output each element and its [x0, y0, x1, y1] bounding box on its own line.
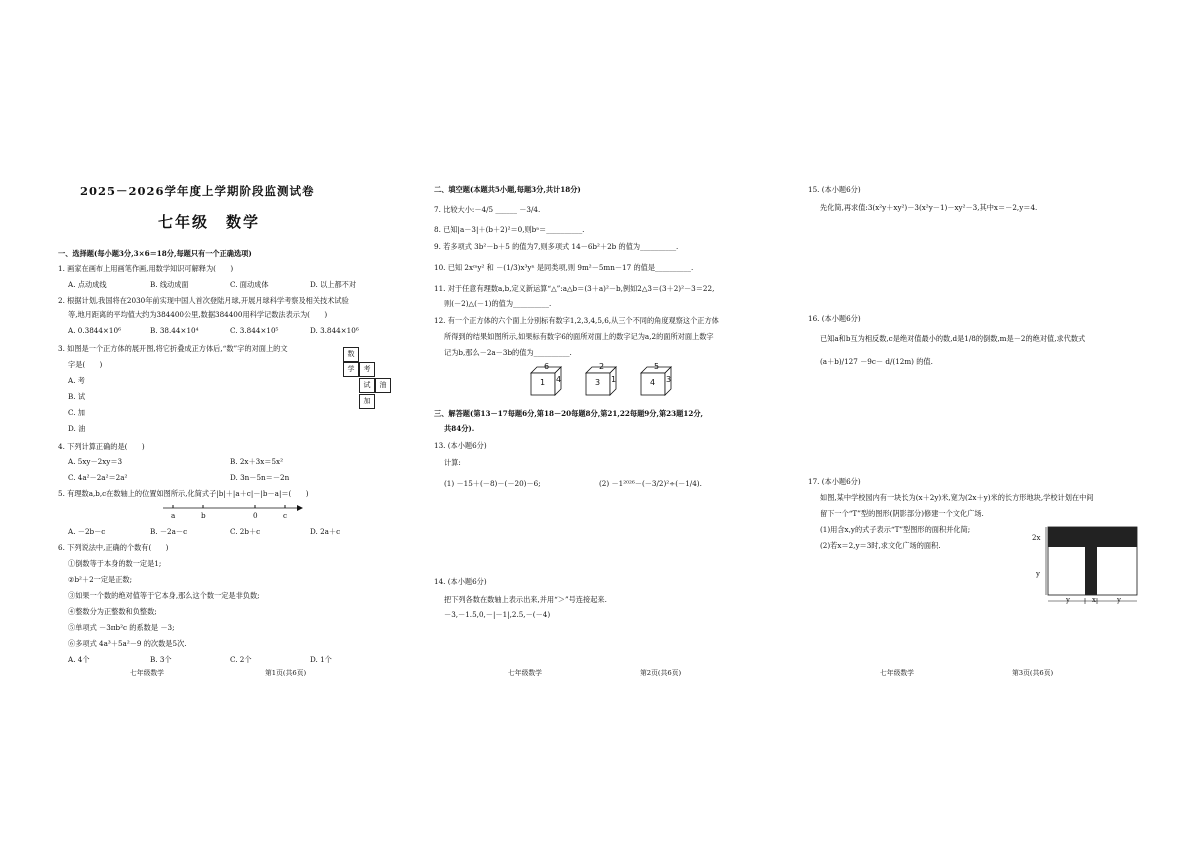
q14-line-1: 把下列各数在数轴上表示出来,并用“＞”号连接起来. [444, 595, 607, 604]
q16-line-2: (a＋b)/127 －9c－ d/(12m) 的值. [820, 357, 933, 366]
cube-side-number: 3 [666, 375, 672, 384]
footer-p1-right: 第1页(共6页) [265, 669, 307, 677]
q2-opt-b: B. 38.44×10⁴ [150, 326, 199, 335]
q6-item: ④整数分为正整数和负整数; [68, 607, 157, 616]
q5-opt-b: B. －2a－c [150, 527, 188, 536]
q14-line-2: －3,－1.5,0,－|－1|,2.5,－(－4) [444, 610, 551, 619]
exam-title: 2025－2026学年度上学期阶段监测试卷 [80, 184, 315, 198]
q12-line-1: 12. 有一个正方体的六个面上分别标有数字1,2,3,4,5,6,从三个不同的角度观察这个正方体 [434, 316, 719, 325]
fig-label-y-left: y [1036, 570, 1040, 578]
q12-line-2: 所得到的结果如图所示,如果标有数字6的面所对面上的数字记为a,2的面所对面上数字 [444, 332, 714, 341]
numline-label-0: 0 [253, 511, 258, 520]
cube-front-number: 1 [540, 378, 546, 387]
q13-title: 13. (本小题6分) [434, 441, 487, 450]
net-cell: 学 [343, 362, 359, 377]
net-cell: 加 [359, 394, 375, 409]
q14-title: 14. (本小题6分) [434, 577, 487, 586]
fig-label-x-bottom: x [1092, 596, 1096, 604]
net-cell: 试 [359, 378, 375, 393]
net-cell: 考 [359, 362, 375, 377]
q6-opt-a: A. 4个 [68, 655, 90, 664]
q16-line-1: 已知a和b互为相反数,c是绝对值最小的数,d是1/8的倒数,m是－2的绝对值,求代数式 [820, 334, 1086, 343]
q6-item: ①倒数等于本身的数一定是1; [68, 559, 162, 568]
q2-opt-d: D. 3.844×10⁶ [310, 326, 359, 335]
section3-heading-2: 共84分). [444, 424, 475, 433]
q5-opt-d: D. 2a＋c [310, 527, 341, 536]
q4-opt-d: D. 3n－5n＝－2n [230, 473, 290, 482]
q6-opt-d: D. 1个 [310, 655, 332, 664]
q3-opt-b: B. 试 [68, 392, 86, 401]
cube-top-number: 5 [654, 362, 660, 371]
q17-part-2: (2)若x＝2,y＝3时,求文化广场的面积. [820, 541, 941, 550]
q4-opt-b: B. 2x＋3x＝5x² [230, 457, 283, 466]
q17-title: 17. (本小题6分) [808, 477, 861, 486]
numline-label-c: c [283, 511, 288, 520]
footer-p2-left: 七年级数学 [508, 669, 542, 677]
q8: 8. 已知|a－3|＋(b＋2)²＝0,则bᵃ＝__________. [434, 225, 585, 234]
net-cell: 油 [375, 378, 391, 393]
cube-top-number: 2 [599, 362, 605, 371]
cube-front-number: 3 [595, 378, 601, 387]
cube-front-number: 4 [650, 378, 656, 387]
q3-stem-2: 字是( ) [68, 360, 103, 369]
q12-line-3: 记为b,那么－2a－3b的值为__________. [444, 348, 572, 357]
q2-stem-1: 2. 根据计划,我国将在2030年前实现中国人首次登陆月球,开展月球科学考察及相关技术试验 [58, 296, 349, 305]
q3-opt-a: A. 考 [68, 376, 85, 385]
net-cell: 数 [343, 347, 359, 362]
q16-title: 16. (本小题6分) [808, 314, 861, 323]
cube-top-number: 6 [544, 362, 550, 371]
q13-calc: 计算: [444, 458, 461, 467]
q4-opt-a: A. 5xy－2xy＝3 [68, 457, 123, 466]
q1-opt-b: B. 线动成面 [150, 280, 189, 289]
q1-stem: 1. 画家在画布上用画笔作画,用数学知识可解释为( ) [58, 264, 234, 273]
q17-line-2: 留下一个“T”型的图形(阴影部分)修建一个文化广场. [820, 509, 984, 518]
q15-title: 15. (本小题6分) [808, 185, 861, 194]
q2-opt-c: C. 3.844×10⁵ [230, 326, 279, 335]
q3-opt-d: D. 油 [68, 424, 86, 433]
q1-opt-d: D. 以上都不对 [310, 280, 357, 289]
cube-view-1 [529, 362, 563, 397]
q10: 10. 已知 2xᵐy² 和 －(1/3)x³yⁿ 是同类项,则 9m²－5mn－17 的值是__________. [434, 263, 694, 272]
q7: 7. 比较大小:－4/5 ______ －3/4. [434, 205, 541, 214]
q4-stem: 4. 下列计算正确的是( ) [58, 442, 145, 451]
section2-heading: 二、填空题(本题共5小题,每题3分,共计18分) [434, 185, 581, 194]
q6-stem: 6. 下列说法中,正确的个数有( ) [58, 543, 169, 552]
footer-p3-right: 第3页(共6页) [1012, 669, 1054, 677]
q11-line-2: 则(－2)△(－1)的值为__________. [444, 299, 552, 308]
q17-part-1: (1)用含x,y的式子表示“T”型图形的面积并化简; [820, 525, 971, 534]
cube-side-number: 1 [611, 375, 617, 384]
q17-line-1: 如图,某中学校园内有一块长为(x＋2y)米,宽为(2x＋y)米的长方形地块,学校计划在中间 [820, 493, 1094, 502]
q6-item: ②b²＋2一定是正数; [68, 575, 133, 584]
q13-part-2: (2) －1²⁰²⁶－(－3/2)²÷(－1/4). [599, 479, 702, 488]
q15-text: 先化简,再求值:3(x²y＋xy²)－3(x²y－1)－xy²－3,其中x＝－2,y＝4. [820, 203, 1038, 212]
q1-opt-a: A. 点动成线 [68, 280, 107, 289]
q9: 9. 若多项式 3b²－b＋5 的值为7,则多项式 14－6b²＋2b 的值为__________. [434, 242, 679, 251]
q2-opt-a: A. 0.3844×10⁶ [68, 326, 121, 335]
cube-view-3 [639, 362, 673, 397]
t-shape-figure [1045, 526, 1140, 606]
q6-item: ③如果一个数的绝对值等于它本身,那么这个数一定是非负数; [68, 591, 260, 600]
exam-subtitle: 七年级 数学 [158, 213, 261, 231]
q6-opt-c: C. 2个 [230, 655, 252, 664]
fig-label-y-right: y [1117, 596, 1121, 604]
q6-opt-b: B. 3个 [150, 655, 172, 664]
cube-view-2 [584, 362, 618, 397]
footer-p2-right: 第2页(共6页) [640, 669, 682, 677]
q13-part-1: (1) －15＋(－8)－(－20)－6; [444, 479, 541, 488]
q3-opt-c: C. 加 [68, 408, 85, 417]
q5-stem: 5. 有理数a,b,c在数轴上的位置如图所示,化简式子|b|＋|a＋c|－|b－a|＝( ) [58, 489, 309, 498]
fig-label-2x: 2x [1032, 534, 1041, 542]
q5-opt-a: A. －2b－c [68, 527, 106, 536]
number-line-figure [163, 502, 303, 522]
q11-line-1: 11. 对于任意有理数a,b,定义新运算“△”:a△b＝(3＋a)²－b,例如2△3＝(3＋2)²－3＝22, [434, 284, 715, 293]
q2-stem-2: 等,地月距离的平均值大约为384400公里,数据384400用科学记数法表示为( ) [68, 310, 328, 319]
numline-label-a: a [171, 511, 176, 520]
q6-item: ⑤单项式 －3πb²c 的系数是 －3; [68, 623, 175, 632]
section3-heading-1: 三、解答题(第13－17每题6分,第18－20每题8分,第21,22每题9分,第23题12分, [434, 409, 704, 418]
fig-label-y-bottom: y [1066, 596, 1070, 604]
numline-label-b: b [201, 511, 206, 520]
cube-side-number: 4 [556, 375, 562, 384]
q5-opt-c: C. 2b＋c [230, 527, 261, 536]
q4-opt-c: C. 4a²－2a²＝2a² [68, 473, 128, 482]
section1-heading: 一、选择题(每小题3分,3×6＝18分,每题只有一个正确选项) [58, 249, 252, 258]
q6-item: ⑥多项式 4a³＋5a²－9 的次数是5次. [68, 639, 187, 648]
q1-opt-c: C. 面动成体 [230, 280, 269, 289]
footer-p3-left: 七年级数学 [880, 669, 914, 677]
q3-stem-1: 3. 如图是一个正方体的展开图,将它折叠成正方体后,“数”字的对面上的文 [58, 344, 288, 353]
footer-p1-left: 七年级数学 [130, 669, 164, 677]
